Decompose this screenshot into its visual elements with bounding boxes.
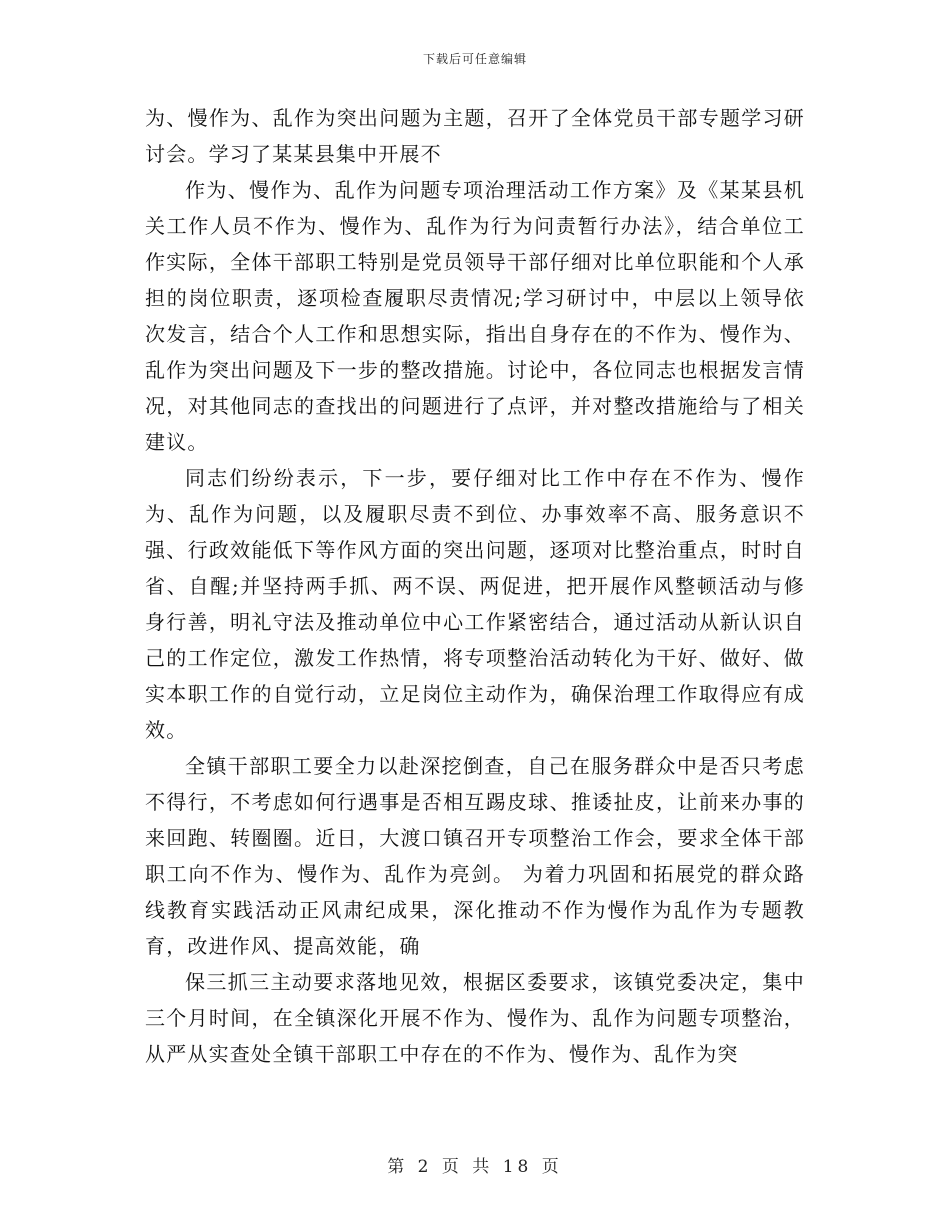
paragraph-1: 为、慢作为、乱作为突出问题为主题，召开了全体党员干部专题学习研讨会。学习了某某县集中开展不 [145,106,805,166]
paragraph-3: 同志们纷纷表示，下一步，要仔细对比工作中存在不作为、慢作为、乱作为问题，以及履职尽责不到位、办事效率不高、服务意识不强、行政效能低下等作风方面的突出问题，逐项对比整治重点，时时自省、自醒;并坚持两手抓、两不误、两促进，把开展作风整顿活动与修身行善，明礼守法及推动单位中心工作紧密结合，通过活动从新认识自己的工作定位，激发工作热情，将专项整治活动转化为干好、做好、做实本职工作的自觉行动，立足岗位主动作为，确保治理工作取得应有成效。 [145,466,805,742]
document-body [145,100,805,1072]
paragraph-5: 保三抓三主动要求落地见效，根据区委要求，该镇党委决定，集中三个月时间，在全镇深化开展不作为、慢作为、乱作为问题专项整治，从严从实查处全镇干部职工中存在的不作为、慢作为、乱作为突 [145,970,805,1066]
page-header: 下载后可任意编辑 [422,52,527,66]
paragraph-2: 作为、慢作为、乱作为问题专项治理活动工作方案》及《某某县机关工作人员不作为、慢作为、乱作为行为问责暂行办法》，结合单位工作实际，全体干部职工特别是党员领导干部仔细对比单位职能和个人承担的岗位职责，逐项检查履职尽责情况;学习研讨中，中层以上领导依次发言，结合个人工作和思想实际，指出自身存在的不作为、慢作为、乱作为突出问题及下一步的整改措施。讨论中，各位同志也根据发言情况，对其他同志的查找出的问题进行了点评，并对整改措施给与了相关建议。 [145,178,805,454]
page-footer: 第 2 页 共 18 页 [387,1157,563,1177]
paragraph-4: 全镇干部职工要全力以赴深挖倒查，自己在服务群众中是否只考虑不得行，不考虑如何行遇事是否相互踢皮球、推诿扯皮，让前来办事的来回跑、转圈圈。近日，大渡口镇召开专项整治工作会，要求全体干部职工向不作为、慢作为、乱作为亮剑。 为着力巩固和拓展党的群众路线教育实践活动正风肃纪成果，深化推动不作为慢作为乱作为专题教育，改进作风、提高效能，确 [145,754,805,958]
